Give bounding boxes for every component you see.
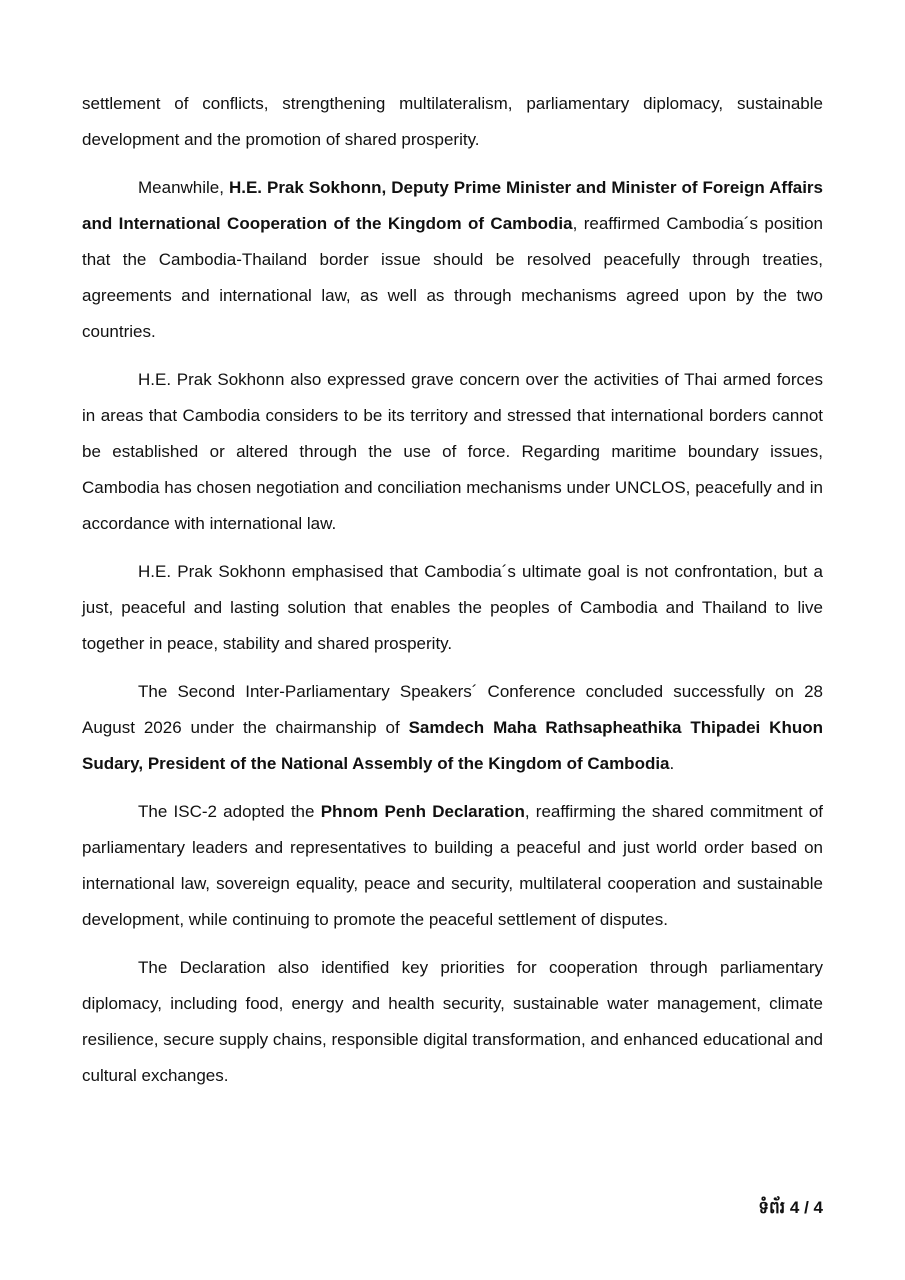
paragraph-text: The Declaration also identified key priorities for cooperation through parliamentary diplomacy, including food, energy and health security, sustainable water management, climate resilience, secure supply chains, responsible digital transformation, and enhanced educational and cultural exchanges. xyxy=(82,958,823,1085)
paragraph-1 xyxy=(82,86,823,158)
paragraph-text: Meanwhile, xyxy=(138,178,229,197)
paragraph-text: The Second Inter-Parliamentary Speakers´ Conference concluded successfully on 28 August 2026 under the chairmanship of xyxy=(82,682,823,737)
paragraph-text: settlement of conflicts, strengthening multilateralism, parliamentary diplomacy, sustainable development and the promotion of shared prosperity. xyxy=(82,94,823,149)
paragraph-text: , reaffirmed Cambodia´s position that the Cambodia-Thailand border issue should be resolved peacefully through treaties, agreements and international law, as well as through mechanisms agreed upon by the two countries. xyxy=(82,214,823,341)
paragraph-text: , reaffirming the shared commitment of parliamentary leaders and representatives to building a peaceful and just world order based on international law, sovereign equality, peace and security, multilateral cooperation and sustainable development, while continuing to promote the peaceful settlement of disputes. xyxy=(82,802,824,929)
paragraph-text: . xyxy=(669,754,675,773)
paragraph-2 xyxy=(82,170,823,350)
bold-name-title: H.E. Prak Sokhonn, Deputy Prime Minister and Minister of Foreign Affairs and International Cooperation of the Kingdom of Cambodia xyxy=(82,178,823,233)
paragraph-text: H.E. Prak Sokhonn also expressed grave concern over the activities of Thai armed forces in areas that Cambodia considers to be its territory and stressed that international borders cannot be established or altered through the use of force. Regarding maritime boundary issues, Cambodia has chosen negotiation and conciliation mechanisms under UNCLOS, peacefully and in accordance with international law. xyxy=(82,370,823,533)
paragraph-7 xyxy=(82,950,823,1094)
page-number: ទំព័រ 4 / 4 xyxy=(758,1198,823,1217)
paragraph-text: The ISC-2 adopted the xyxy=(138,802,321,821)
document-body xyxy=(82,86,823,1106)
paragraph-text: H.E. Prak Sokhonn emphasised that Cambodia´s ultimate goal is not confrontation, but a just, peaceful and lasting solution that enables the peoples of Cambodia and Thailand to live together in peace, stability and shared prosperity. xyxy=(82,562,823,653)
bold-declaration-name: Phnom Penh Declaration xyxy=(320,802,525,821)
bold-name-title: Samdech Maha Rathsapheathika Thipadei Khuon Sudary, President of the National Assembly of the Kingdom of Cambodia xyxy=(82,718,823,773)
paragraph-5 xyxy=(82,674,823,782)
paragraph-6 xyxy=(82,794,823,938)
paragraph-4 xyxy=(82,554,823,662)
paragraph-3 xyxy=(82,362,823,542)
